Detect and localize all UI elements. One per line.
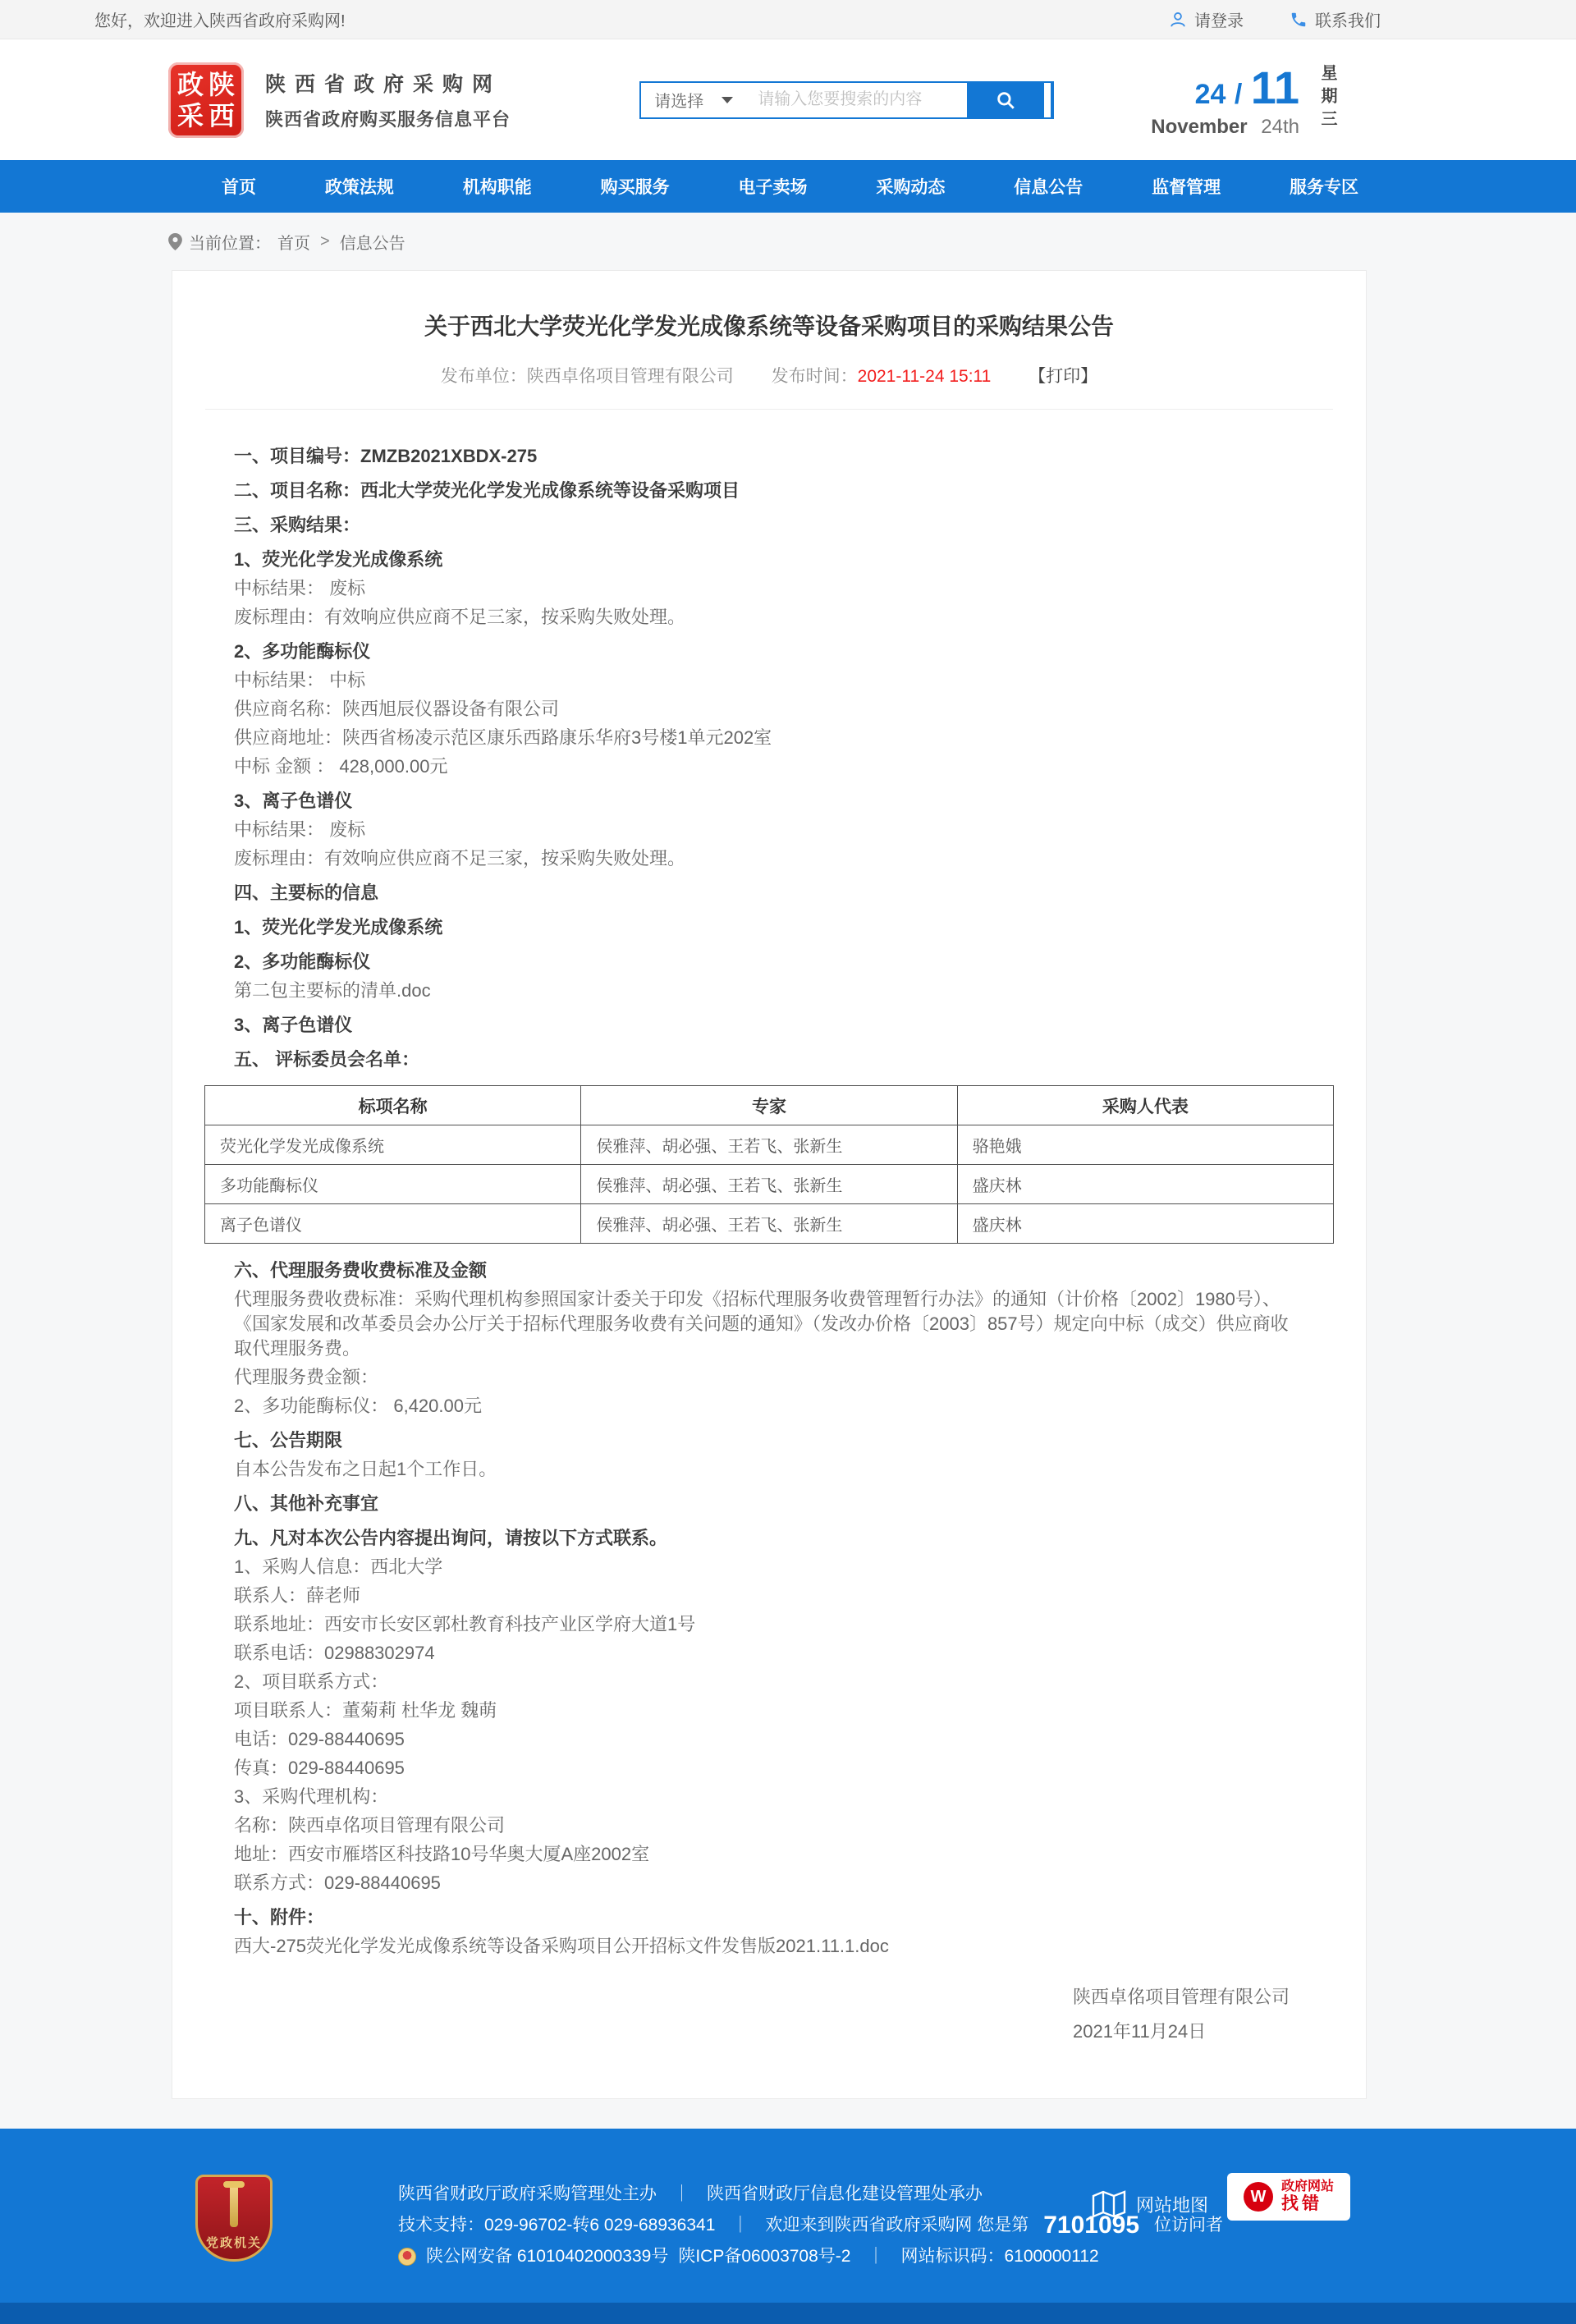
body-text: 联系地址：西安市长安区郭杜教育科技产业区学府大道1号 bbox=[234, 1614, 696, 1634]
section-heading: 2、多功能酶标仪 bbox=[234, 951, 371, 972]
search-input[interactable] bbox=[749, 90, 967, 109]
body-text: 废标理由：有效响应供应商不足三家，按采购失败处理。 bbox=[234, 848, 686, 869]
body-text: 项目联系人：董菊莉 杜华龙 魏萌 bbox=[234, 1700, 497, 1721]
nav-item-procurement-news[interactable]: 采购动态 bbox=[876, 178, 946, 197]
date-month-name: November bbox=[1151, 116, 1248, 138]
body-text: 联系方式：029-88440695 bbox=[234, 1872, 441, 1893]
body-text: 联系人：薛老师 bbox=[234, 1585, 361, 1606]
signature-block bbox=[234, 1980, 1304, 2049]
table-cell: 荧光化学发光成像系统 bbox=[205, 1125, 581, 1165]
search-icon bbox=[995, 89, 1016, 111]
badge-emblem-icon bbox=[230, 2184, 238, 2227]
section-heading: 二、项目名称：西北大学荧光化学发光成像系统等设备采购项目 bbox=[234, 480, 740, 501]
table-header-cell: 专家 bbox=[581, 1086, 957, 1125]
site-subtitle: 陕西省政府购买服务信息平台 bbox=[265, 109, 511, 130]
date-widget bbox=[1151, 61, 1387, 139]
publisher-label: 发布单位： bbox=[440, 367, 527, 386]
body-text: 2、多功能酶标仪： 6,420.00元 bbox=[234, 1396, 482, 1416]
publisher-value: 陕西卓佲项目管理有限公司 bbox=[526, 367, 734, 386]
section-heading: 2、多功能酶标仪 bbox=[234, 641, 371, 662]
nav-item-home[interactable]: 首页 bbox=[222, 178, 256, 197]
error-report-emblem-icon: W bbox=[1244, 2182, 1273, 2212]
table-cell: 侯雅萍、胡必强、王若飞、张新生 bbox=[581, 1204, 957, 1244]
body-text: 供应商名称：陕西旭辰仪器设备有限公司 bbox=[234, 699, 560, 719]
announcement-title: 关于西北大学荧光化学发光成像系统等设备采购项目的采购结果公告 bbox=[424, 314, 1114, 339]
site-footer bbox=[0, 2129, 1576, 2324]
section-heading: 3、离子色谱仪 bbox=[234, 1015, 353, 1035]
visitor-count: 7101095 bbox=[1043, 2212, 1140, 2239]
breadcrumb-current: 信息公告 bbox=[339, 234, 405, 253]
date-ordinal: 24th bbox=[1261, 116, 1299, 138]
section-heading: 十、附件： bbox=[234, 1907, 325, 1927]
nav-item-policies[interactable]: 政策法规 bbox=[324, 178, 394, 197]
table-row bbox=[205, 1204, 1334, 1244]
body-text: 联系电话：02988302974 bbox=[234, 1643, 435, 1663]
body-text: 电话：029-88440695 bbox=[234, 1729, 405, 1749]
body-text: 2、项目联系方式： bbox=[234, 1671, 389, 1692]
breadcrumb-separator: > bbox=[320, 231, 330, 250]
gov-site-error-report-badge[interactable] bbox=[1227, 2173, 1350, 2221]
chevron-down-icon bbox=[722, 97, 733, 103]
icp-record[interactable]: 陕ICP备06003708号-2 bbox=[678, 2247, 851, 2266]
search-button[interactable] bbox=[967, 83, 1044, 117]
contact-link[interactable] bbox=[1290, 7, 1381, 31]
table-cell: 骆艳娥 bbox=[957, 1125, 1333, 1165]
table-row bbox=[205, 1125, 1334, 1165]
nav-item-purchase-services[interactable]: 购买服务 bbox=[600, 178, 670, 197]
body-text: 中标 金额 ： 428,000.00元 bbox=[234, 756, 448, 777]
location-pin-icon bbox=[168, 233, 182, 250]
tech-support: 技术支持：029-96702-转6 029-68936341 bbox=[398, 2216, 716, 2235]
body-text: 地址：西安市雁塔区科技路10号华奥大厦A座2002室 bbox=[234, 1844, 650, 1864]
search-box bbox=[639, 81, 1054, 119]
section-heading: 九、凡对本次公告内容提出询问，请按以下方式联系。 bbox=[234, 1528, 668, 1548]
footer-bottom-strip bbox=[0, 2303, 1576, 2324]
nav-item-supervision[interactable]: 监督管理 bbox=[1152, 178, 1221, 197]
date-weekday: 星期三 bbox=[1318, 64, 1336, 133]
login-label: 请登录 bbox=[1194, 12, 1244, 30]
nav-item-functions[interactable]: 机构职能 bbox=[462, 178, 532, 197]
welcome-text: 您好，欢迎进入陕西省政府采购网! bbox=[94, 12, 346, 30]
date-separator: / bbox=[1234, 79, 1243, 110]
section-heading: 五、 评标委员会名单： bbox=[234, 1049, 420, 1070]
nav-item-service-zone[interactable]: 服务专区 bbox=[1290, 178, 1358, 197]
sponsor-left: 陕西省财政厅政府采购管理处主办 bbox=[398, 2184, 657, 2203]
table-cell: 盛庆林 bbox=[957, 1204, 1333, 1244]
table-cell: 离子色谱仪 bbox=[205, 1204, 581, 1244]
badge-label: 党政机关 bbox=[205, 2236, 262, 2250]
body-text: 供应商地址：陕西省杨凌示范区康乐西路康乐华府3号楼1单元202室 bbox=[234, 727, 772, 748]
table-row bbox=[205, 1165, 1334, 1204]
section-heading: 一、项目编号：ZMZB2021XBDX-275 bbox=[234, 446, 538, 466]
nav-item-e-mall[interactable]: 电子卖场 bbox=[738, 178, 808, 197]
body-text: 废标理由：有效响应供应商不足三家，按采购失败处理。 bbox=[234, 607, 686, 627]
section-heading: 八、其他补充事宜 bbox=[234, 1493, 379, 1514]
main-content bbox=[0, 270, 1576, 2129]
footer-separator: ｜ bbox=[731, 2216, 749, 2235]
sitemap-link[interactable] bbox=[1092, 2189, 1208, 2219]
body-text: 中标结果： 废标 bbox=[234, 819, 366, 840]
section-heading: 3、离子色谱仪 bbox=[234, 791, 353, 811]
announcement-meta bbox=[234, 363, 1304, 387]
logo-text-row2: 采西 bbox=[176, 100, 240, 131]
site-logo bbox=[168, 62, 244, 138]
body-text: 中标结果： 中标 bbox=[234, 670, 366, 690]
body-text: 中标结果： 废标 bbox=[234, 578, 366, 598]
section-heading: 四、主要标的信息 bbox=[234, 882, 379, 903]
body-text: 传真：029-88440695 bbox=[234, 1758, 405, 1778]
login-link[interactable] bbox=[1169, 7, 1244, 31]
table-cell: 侯雅萍、胡必强、王若飞、张新生 bbox=[581, 1165, 957, 1204]
body-text: 自本公告发布之日起1个工作日。 bbox=[234, 1459, 497, 1479]
map-icon bbox=[1092, 2189, 1126, 2219]
signature-company: 陕西卓佲项目管理有限公司 bbox=[1072, 1987, 1290, 2007]
body-text: 代理服务费金额： bbox=[234, 1367, 379, 1387]
publish-time-value: 2021-11-24 15:11 bbox=[857, 367, 992, 386]
breadcrumb bbox=[0, 213, 1576, 270]
sponsor-right: 陕西省财政厅信息化建设管理处承办 bbox=[707, 2184, 983, 2203]
party-government-badge bbox=[195, 2175, 273, 2262]
footer-separator: ｜ bbox=[867, 2247, 885, 2266]
announcement-card bbox=[172, 270, 1367, 2099]
date-day: 24 bbox=[1194, 79, 1226, 110]
sitemap-label: 网站地图 bbox=[1136, 2194, 1209, 2216]
article-body-part1 bbox=[234, 444, 1304, 1072]
table-header-cell: 标项名称 bbox=[205, 1086, 581, 1125]
attachment-link[interactable]: 第二包主要标的清单.doc bbox=[234, 980, 431, 1001]
section-heading: 1、荧光化学发光成像系统 bbox=[234, 917, 443, 937]
logo-text-row1: 政陕 bbox=[176, 69, 240, 99]
publish-time-label: 发布时间： bbox=[771, 367, 858, 386]
table-cell: 多功能酶标仪 bbox=[205, 1165, 581, 1204]
visitor-suffix: 位访问者 bbox=[1154, 2216, 1224, 2235]
site-code: 网站标识码：6100000112 bbox=[900, 2247, 1099, 2266]
table-header-cell: 采购人代表 bbox=[957, 1086, 1333, 1125]
footer-separator: ｜ bbox=[673, 2184, 690, 2203]
evaluation-committee-table bbox=[204, 1085, 1334, 1244]
meta-divider bbox=[205, 409, 1333, 410]
table-header-row bbox=[205, 1086, 1334, 1125]
error-report-title: 政府网站 bbox=[1280, 2179, 1334, 2193]
table-cell: 盛庆林 bbox=[957, 1165, 1333, 1204]
body-text: 代理服务费收费标准：采购代理机构参照国家计委关于印发《招标代理服务收费管理暂行办法》的通知（计价格〔2002〕1980号）、《国家发展和改革委员会办公厅关于招标代理服务收费有关问题的通知》（发改办价格〔2003〕857号）规定向中标（成交）供应商收取代理服务费。 bbox=[234, 1289, 1289, 1359]
body-text: 名称：陕西卓佲项目管理有限公司 bbox=[234, 1815, 506, 1836]
body-text: 3、采购代理机构： bbox=[234, 1786, 389, 1807]
attachment-link[interactable]: 西大-275荧光化学发光成像系统等设备采购项目公开招标文件发售版2021.11.1.doc bbox=[234, 1936, 889, 1956]
section-heading: 三、采购结果： bbox=[234, 515, 361, 535]
phone-icon bbox=[1290, 11, 1308, 29]
article-body-part2 bbox=[234, 1258, 1304, 1959]
section-heading: 七、公告期限 bbox=[234, 1430, 343, 1451]
footer-record-line bbox=[398, 2245, 1223, 2267]
security-record[interactable]: 陕公网安备 61010402000339号 bbox=[426, 2247, 669, 2266]
error-report-action: 找错 bbox=[1280, 2194, 1322, 2214]
contact-label: 联系我们 bbox=[1315, 12, 1381, 30]
top-utility-bar bbox=[0, 0, 1576, 39]
nav-item-announcements[interactable]: 信息公告 bbox=[1014, 178, 1084, 197]
search-category-select[interactable] bbox=[641, 88, 749, 112]
signature-date: 2021年11月24日 bbox=[1072, 2021, 1207, 2042]
site-name: 陕西省政府采购网 bbox=[265, 73, 502, 96]
breadcrumb-label: 当前位置： bbox=[189, 234, 271, 253]
visitor-welcome: 欢迎来到陕西省政府采购网 您是第 bbox=[765, 2216, 1029, 2235]
public-security-badge-icon bbox=[398, 2248, 416, 2266]
search-category-label: 请选择 bbox=[654, 93, 704, 111]
section-heading: 1、荧光化学发光成像系统 bbox=[234, 549, 443, 570]
main-nav bbox=[0, 160, 1576, 213]
breadcrumb-home[interactable]: 首页 bbox=[277, 234, 310, 253]
print-button[interactable]: 【打印】 bbox=[1029, 367, 1098, 386]
user-icon bbox=[1169, 11, 1187, 29]
table-cell: 侯雅萍、胡必强、王若飞、张新生 bbox=[581, 1125, 957, 1165]
site-header bbox=[0, 39, 1576, 160]
body-text: 1、采购人信息：西北大学 bbox=[234, 1556, 443, 1577]
date-month: 11 bbox=[1250, 62, 1299, 113]
section-heading: 六、代理服务费收费标准及金额 bbox=[234, 1260, 488, 1281]
